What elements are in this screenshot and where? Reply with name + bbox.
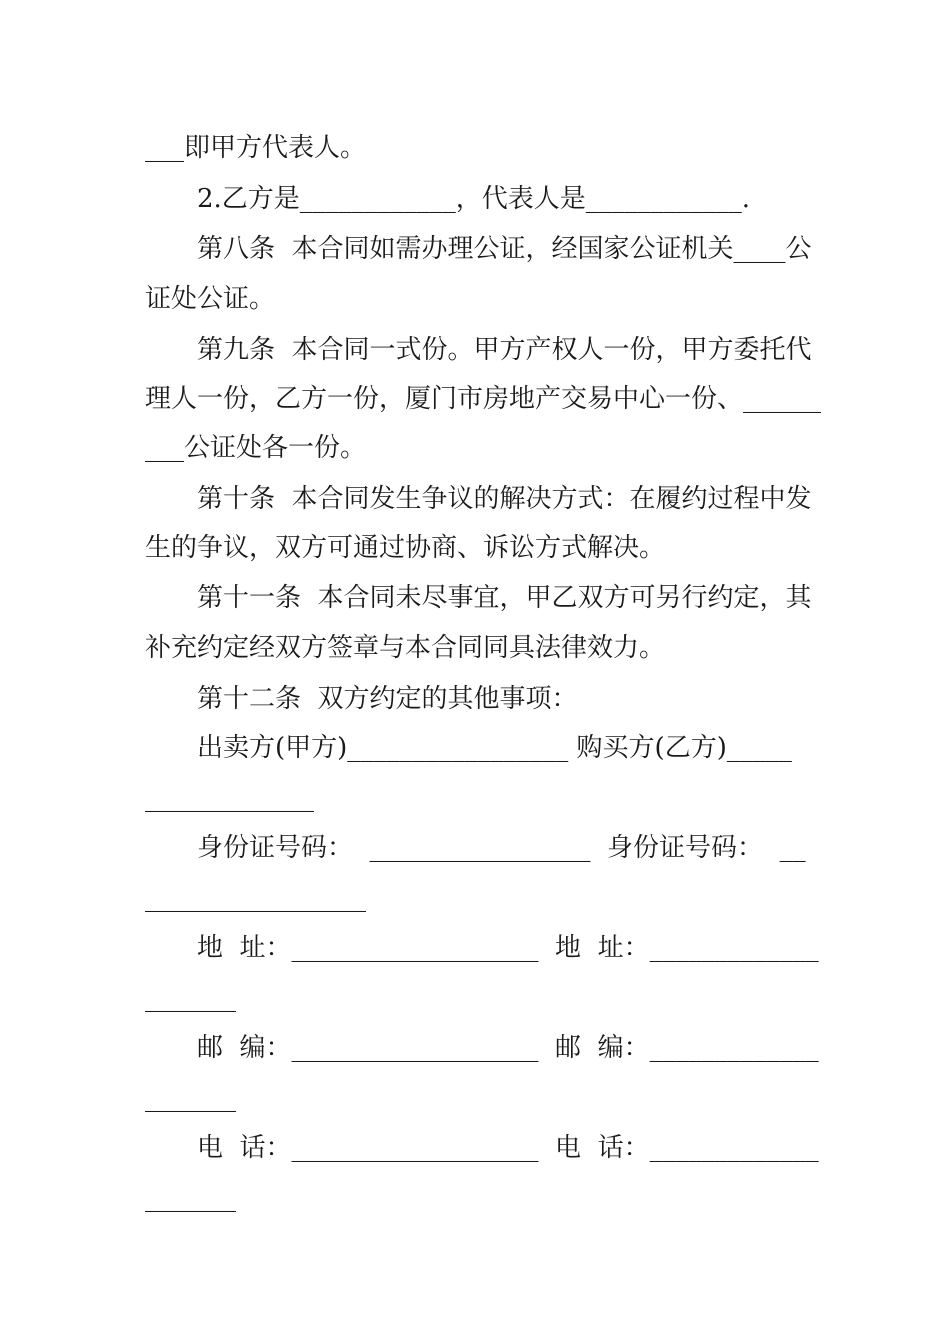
text-line: 第十一条 本合同未尽事宜，甲乙双方可另行约定，其 (197, 583, 812, 613)
text-line: 电 话：___________________ 电 话：_____________ (197, 1133, 819, 1163)
text-line: _______ (145, 1083, 236, 1113)
text-line: 邮 编：___________________ 邮 编：_____________ (197, 1033, 819, 1063)
text-line: 2.乙方是____________，代表人是____________. (197, 184, 751, 214)
text-line: 身份证号码： _________________ 身份证号码： __ (197, 833, 806, 863)
text-line: ___公证处各一份。 (145, 433, 367, 463)
text-line: _______ (145, 1183, 236, 1213)
text-line: 第八条 本合同如需办理公证，经国家公证机关____公 (197, 234, 812, 264)
text-line: 第九条 本合同一式份。甲方产权人一份，甲方委托代 (197, 335, 812, 365)
text-line: 第十条 本合同发生争议的解决方式：在履约过程中发 (197, 484, 812, 514)
text-line: 补充约定经双方签章与本合同同具法律效力。 (145, 633, 666, 663)
text-line: _________________ (145, 883, 366, 913)
text-line: ___即甲方代表人。 (145, 133, 367, 163)
text-line: 出卖方(甲方)_________________ 购买方(乙方)_____ (197, 733, 792, 763)
text-line: _____________ (145, 783, 314, 813)
text-line: 第十二条 双方约定的其他事项： (197, 684, 578, 714)
text-line: 证处公证。 (145, 284, 276, 314)
text-line: 理人一份，乙方一份，厦门市房地产交易中心一份、______ (145, 384, 822, 414)
text-line: _______ (145, 983, 236, 1013)
text-line: 地 址：___________________ 地 址：_____________ (197, 933, 819, 963)
text-line: 生的争议，双方可通过协商、诉讼方式解决。 (145, 533, 666, 563)
